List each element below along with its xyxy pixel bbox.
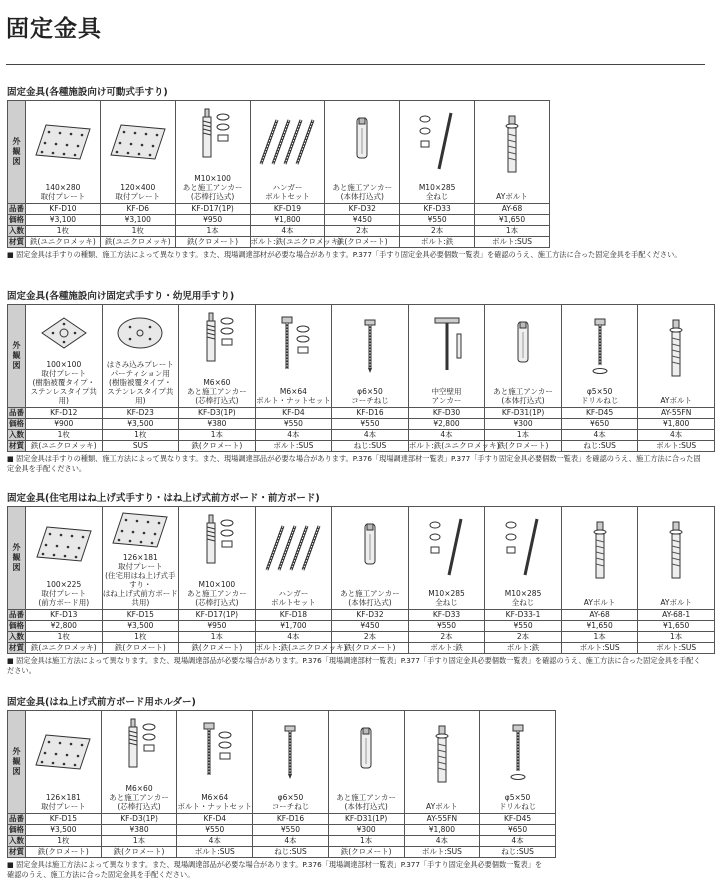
cell-code: KF-D18	[255, 610, 332, 621]
cell-code: KF-D31(1P)	[485, 408, 562, 419]
cell-qty: 1枚	[26, 836, 102, 847]
cell-mat: 鉄(クロメート)	[328, 847, 404, 858]
row-label-irisu: 入数	[9, 632, 24, 641]
cell-code: KF-D30	[408, 408, 485, 419]
product-cell	[561, 305, 638, 408]
product-cell	[26, 711, 102, 814]
cell-price: ¥900	[26, 419, 103, 430]
cell-price: ¥1,650	[475, 215, 550, 226]
row-label-zaishitsu: 材質	[9, 643, 24, 652]
anchor-icon	[102, 711, 177, 784]
aybolt-icon	[405, 711, 480, 802]
row-label-gaikan: 外 観 図	[8, 305, 26, 408]
cell-mat: 鉄(ユニクロメッキ)	[26, 237, 101, 248]
product-name: 140×280 取付プレート	[40, 183, 86, 201]
row-label-hinban: 品番	[9, 814, 24, 823]
cell-price: ¥1,650	[638, 621, 715, 632]
cell-price: ¥380	[179, 419, 256, 430]
cell-price: ¥550	[253, 825, 329, 836]
cell-code: KF-D33	[400, 204, 475, 215]
longscrew-icon	[400, 101, 474, 183]
cell-qty: 4本	[638, 430, 715, 441]
product-name: あと施工アンカー (本体打込式)	[340, 589, 400, 607]
cell-code: KF-D23	[102, 408, 179, 419]
cell-qty: 2本	[332, 632, 409, 643]
longscrew-icon	[485, 507, 561, 589]
cell-mat: 鉄(クロメート)	[175, 237, 250, 248]
product-cell	[480, 711, 556, 814]
cell-mat: 鉄(クロメート)	[325, 237, 400, 248]
cell-mat: 鉄(クロメート)	[332, 643, 409, 654]
cell-qty: 2本	[400, 226, 475, 237]
sleeve-icon	[332, 507, 408, 589]
row-label-zaishitsu: 材質	[9, 237, 24, 246]
cell-price: ¥450	[325, 215, 400, 226]
aybolt-icon	[638, 305, 714, 396]
section-4	[7, 696, 547, 879]
cell-mat: ねじ:SUS	[480, 847, 556, 858]
cell-code: KF-D13	[26, 610, 103, 621]
cell-price: ¥1,800	[404, 825, 480, 836]
cell-qty: 4本	[250, 226, 325, 237]
cell-mat: ボルト:SUS	[561, 643, 638, 654]
product-name: φ5×50 ドリルねじ	[580, 387, 619, 405]
disc-icon	[103, 305, 179, 360]
sleeve-icon	[325, 101, 399, 183]
cell-code: KF-D4	[255, 408, 332, 419]
product-cell	[26, 305, 103, 408]
product-name: はさみ込みプレート パーティション用 (樹脂被覆タイプ・ ステンレスタイプ共用)	[106, 360, 174, 405]
cell-qty: 4本	[255, 632, 332, 643]
section-title: 固定金具(各種施設向け可動式手すり)	[7, 87, 168, 98]
product-cell	[175, 101, 250, 204]
cell-qty: 4本	[332, 430, 409, 441]
product-cell	[101, 711, 177, 814]
hanger-icon	[256, 507, 332, 589]
product-name: AYボルト	[426, 802, 458, 811]
anchor-icon	[179, 305, 255, 378]
aybolt-icon	[475, 101, 549, 192]
cell-qty: 1枚	[100, 226, 175, 237]
product-name: AYボルト	[660, 396, 692, 405]
cell-mat: ボルト:SUS	[638, 441, 715, 452]
cell-code: AY-55FN	[638, 408, 715, 419]
cell-price: ¥3,500	[26, 825, 102, 836]
cell-price: ¥1,650	[561, 621, 638, 632]
cell-price: ¥550	[400, 215, 475, 226]
cell-qty: 1本	[179, 430, 256, 441]
cell-mat: ボルト:鉄(ユニクロメッキ)	[255, 643, 347, 652]
plate-icon	[26, 711, 101, 793]
section-note: ■ 固定金具は施工方法によって異なります。また、現場調達部品が必要な場合があります。P.376「現場調達部材一覧表」P.377「手すり固定金具必要個数一覧表」を確認のうえ、施工方法に合った固定金具を手配ください。	[7, 656, 701, 675]
anchor-icon	[176, 101, 250, 174]
product-cell	[485, 507, 562, 610]
cell-code: KF-D32	[325, 204, 400, 215]
cell-price: ¥2,800	[26, 621, 103, 632]
section-title: 固定金具(住宅用はね上げ式手すり・はね上げ式前方ボード・前方ボード)	[7, 493, 320, 504]
cell-qty: 1本	[561, 632, 638, 643]
section-title: 固定金具(はね上げ式前方ボード用ホルダー)	[7, 697, 196, 708]
cell-mat: ねじ:SUS	[561, 441, 638, 452]
cell-code: KF-D32	[332, 610, 409, 621]
cell-price: ¥380	[101, 825, 177, 836]
product-name: M6×64 ボルト・ナットセット	[177, 793, 253, 811]
row-label-zaishitsu: 材質	[9, 847, 24, 856]
plate-icon	[26, 507, 102, 580]
cell-qty: 2本	[408, 632, 485, 643]
hanger-icon	[251, 101, 325, 183]
spec-table	[7, 710, 556, 858]
product-name: M6×60 あと施工アンカー (芯棒打込式)	[109, 784, 169, 811]
product-cell	[325, 101, 400, 204]
row-label-irisu: 入数	[9, 226, 24, 235]
row-label-kakaku: 価格	[9, 825, 24, 834]
row-label-gaikan: 外 観 図	[8, 711, 26, 814]
cell-qty: 1枚	[102, 632, 179, 643]
drill-icon	[480, 711, 555, 793]
cell-mat: 鉄(クロメート)	[179, 643, 256, 654]
cell-price: ¥650	[561, 419, 638, 430]
row-label-kakaku: 価格	[9, 215, 24, 224]
product-cell	[253, 711, 329, 814]
product-cell	[102, 507, 179, 610]
row-label-irisu: 入数	[9, 836, 24, 845]
bolt-icon	[177, 711, 252, 793]
product-name: AYボルト	[583, 598, 616, 607]
product-cell	[408, 305, 485, 408]
row-label-gaikan: 外 観 図	[8, 101, 26, 204]
section-1	[7, 86, 682, 260]
cell-qty: 1本	[638, 632, 715, 643]
cell-mat: 鉄(クロメート)	[26, 847, 102, 858]
product-name: ハンガー ボルトセット	[271, 589, 316, 607]
cell-price: ¥300	[328, 825, 404, 836]
product-name: M10×285 全ねじ	[504, 589, 542, 607]
product-name: M6×60 あと施工アンカー (芯棒打込式)	[187, 378, 247, 405]
cell-mat: 鉄(クロメート)	[101, 847, 177, 858]
cell-code: KF-D3(1P)	[101, 814, 177, 825]
product-cell	[100, 101, 175, 204]
product-cell	[179, 305, 256, 408]
cell-mat: ボルト:鉄	[408, 643, 485, 654]
plate-icon	[26, 101, 100, 183]
aybolt-icon	[638, 507, 714, 598]
cell-qty: 1本	[485, 430, 562, 441]
section-note: ■ 固定金具は施工方法によって異なります。また、現場調達部品が必要な場合があります。P.376「現場調達部材一覧表」P.377「手すり固定金具必要個数一覧表」を確認のうえ、施工方法に合った固定金具を手配ください。	[7, 860, 543, 879]
row-label-zaishitsu: 材質	[9, 441, 24, 450]
cell-qty: 4本	[561, 430, 638, 441]
cell-code: KF-D10	[26, 204, 101, 215]
title-divider	[6, 64, 705, 65]
cell-mat: ボルト:SUS	[255, 441, 332, 452]
spec-table	[7, 506, 715, 654]
product-cell	[408, 507, 485, 610]
product-cell	[255, 507, 332, 610]
product-name: 120×400 取付プレート	[115, 183, 161, 201]
drill-icon	[562, 305, 638, 387]
cell-mat: ボルト:SUS	[177, 847, 253, 858]
aybolt-icon	[562, 507, 638, 598]
cell-price: ¥1,800	[638, 419, 715, 430]
cell-code: KF-D12	[26, 408, 103, 419]
cell-code: KF-D33	[408, 610, 485, 621]
section-3	[7, 492, 704, 675]
sleeve-icon	[329, 711, 404, 793]
cell-price: ¥300	[485, 419, 562, 430]
toggle-icon	[409, 305, 485, 387]
cell-code: KF-D15	[102, 610, 179, 621]
cell-price: ¥3,500	[102, 419, 179, 430]
section-2	[7, 290, 704, 473]
cell-price: ¥1,700	[255, 621, 332, 632]
cell-mat: 鉄(ユニクロメッキ)	[26, 643, 103, 654]
cell-code: KF-D16	[253, 814, 329, 825]
cell-code: AY-68	[561, 610, 638, 621]
product-cell	[179, 507, 256, 610]
cell-price: ¥550	[177, 825, 253, 836]
cell-qty: 4本	[253, 836, 329, 847]
spec-table	[7, 100, 550, 248]
row-label-kakaku: 価格	[9, 621, 24, 630]
section-title: 固定金具(各種施設向け固定式手すり・幼児用手すり)	[7, 291, 235, 302]
product-cell	[250, 101, 325, 204]
cell-code: KF-D31(1P)	[328, 814, 404, 825]
product-name: M6×64 ボルト・ナットセット	[256, 387, 331, 405]
square4-icon	[26, 305, 102, 360]
coach-icon	[332, 305, 408, 387]
cell-qty: 1本	[175, 226, 250, 237]
row-label-hinban: 品番	[9, 204, 24, 213]
plate-icon	[103, 507, 179, 553]
product-name: あと施工アンカー (本体打込式)	[332, 183, 393, 201]
row-label-irisu: 入数	[9, 430, 24, 439]
cell-mat: 鉄(ユニクロメッキ)	[26, 441, 103, 452]
cell-mat: 鉄(ユニクロメッキ)	[100, 237, 175, 248]
cell-code: KF-D16	[332, 408, 409, 419]
cell-qty: 1本	[475, 226, 550, 237]
product-name: φ6×50 コーチねじ	[351, 387, 389, 405]
cell-price: ¥650	[480, 825, 556, 836]
cell-qty: 2本	[325, 226, 400, 237]
cell-price: ¥2,800	[408, 419, 485, 430]
cell-code: AY-55FN	[404, 814, 480, 825]
cell-code: AY-68-1	[638, 610, 715, 621]
cell-mat: ボルト:鉄(ユニクロメッキ)	[250, 237, 342, 246]
product-name: あと施工アンカー (本体打込式)	[336, 793, 397, 811]
product-cell	[485, 305, 562, 408]
cell-mat: ボルト:鉄	[485, 643, 562, 654]
cell-qty: 1枚	[26, 430, 103, 441]
product-name: M10×100 あと施工アンカー (芯棒打込式)	[182, 174, 243, 201]
cell-qty: 1本	[179, 632, 256, 643]
product-name: AYボルト	[496, 192, 528, 201]
product-cell	[404, 711, 480, 814]
product-cell	[400, 101, 475, 204]
product-cell	[255, 305, 332, 408]
cell-price: ¥950	[175, 215, 250, 226]
cell-mat: ボルト:鉄	[400, 237, 475, 248]
cell-code: KF-D15	[26, 814, 102, 825]
plate-icon	[101, 101, 175, 183]
coach-icon	[253, 711, 328, 793]
cell-qty: 1枚	[102, 430, 179, 441]
cell-code: KF-D33-1	[485, 610, 562, 621]
product-cell	[177, 711, 253, 814]
product-name: 100×225 取付プレート (前方ボード用)	[38, 580, 90, 607]
cell-price: ¥3,500	[102, 621, 179, 632]
cell-mat: ボルト:SUS	[404, 847, 480, 858]
cell-qty: 2本	[485, 632, 562, 643]
cell-price: ¥550	[408, 621, 485, 632]
product-cell	[475, 101, 550, 204]
cell-code: KF-D45	[480, 814, 556, 825]
cell-qty: 1枚	[26, 226, 101, 237]
product-cell	[638, 305, 715, 408]
sleeve-icon	[485, 305, 561, 387]
product-cell	[332, 305, 409, 408]
cell-qty: 1枚	[26, 632, 103, 643]
cell-mat: ボルト:鉄(ユニクロメッキ)	[408, 441, 500, 450]
cell-code: KF-D3(1P)	[179, 408, 256, 419]
product-name: あと施工アンカー (本体打込式)	[493, 387, 553, 405]
product-cell	[638, 507, 715, 610]
cell-code: KF-D4	[177, 814, 253, 825]
cell-code: AY-68	[475, 204, 550, 215]
cell-price: ¥3,100	[100, 215, 175, 226]
cell-code: KF-D6	[100, 204, 175, 215]
bolt-icon	[256, 305, 332, 387]
cell-price: ¥450	[332, 621, 409, 632]
product-name: 126×181 取付プレート (住宅用はね上げ式手すり・ はね上げ式前方ボード共用)	[102, 553, 178, 607]
cell-mat: 鉄(クロメート)	[179, 441, 256, 452]
cell-mat: ねじ:SUS	[332, 441, 409, 452]
section-note: ■ 固定金具は手すりの種類、施工方法によって異なります。また、現場調達部品が必要な場合があります。P.376「現場調達部材一覧表」P.377「手すり固定金具必要個数一覧表」を確認のうえ、施工方法に合った固定金具を手配ください。	[7, 454, 701, 473]
section-note: ■ 固定金具は手すりの種類、施工方法によって異なります。また、現場調達部材が必要な場合があります。P.377「手すり固定金具必要個数一覧表」を確認のうえ、施工方法に合った固定金具を手配ください。	[7, 250, 682, 259]
product-name: 126×181 取付プレート	[41, 793, 86, 811]
product-cell	[328, 711, 404, 814]
product-cell	[26, 101, 101, 204]
cell-price: ¥950	[179, 621, 256, 632]
row-label-kakaku: 価格	[9, 419, 24, 428]
cell-code: KF-D17(1P)	[179, 610, 256, 621]
product-name: M10×100 あと施工アンカー (芯棒打込式)	[187, 580, 247, 607]
cell-qty: 4本	[255, 430, 332, 441]
product-name: 中空壁用 アンカー	[431, 387, 462, 405]
product-name: φ5×50 ドリルねじ	[498, 793, 537, 811]
cell-mat: 鉄(クロメート)	[102, 643, 179, 654]
cell-mat: SUS	[102, 441, 179, 452]
row-label-hinban: 品番	[9, 408, 24, 417]
product-cell	[561, 507, 638, 610]
cell-qty: 4本	[177, 836, 253, 847]
cell-code: KF-D19	[250, 204, 325, 215]
product-name: 100×100 取付プレート (樹脂被覆タイプ・ ステンレスタイプ共用)	[30, 360, 97, 405]
product-cell	[332, 507, 409, 610]
product-name: M10×285 全ねじ	[418, 183, 456, 201]
longscrew-icon	[409, 507, 485, 589]
cell-code: KF-D45	[561, 408, 638, 419]
cell-price: ¥550	[332, 419, 409, 430]
product-name: AYボルト	[660, 598, 692, 607]
product-name: ハンガー ボルトセット	[265, 183, 310, 201]
row-label-hinban: 品番	[9, 610, 24, 619]
page-title: 固定金具	[6, 16, 102, 42]
cell-qty: 4本	[404, 836, 480, 847]
cell-qty: 1本	[328, 836, 404, 847]
product-name: M10×285 全ねじ	[428, 589, 465, 607]
cell-mat: 鉄(クロメート)	[485, 441, 562, 452]
cell-price: ¥550	[485, 621, 562, 632]
spec-table	[7, 304, 715, 452]
cell-qty: 4本	[408, 430, 485, 441]
cell-mat: ねじ:SUS	[253, 847, 329, 858]
cell-price: ¥1,800	[250, 215, 325, 226]
cell-mat: ボルト:SUS	[475, 237, 550, 248]
product-cell	[102, 305, 179, 408]
product-name: φ6×50 コーチねじ	[271, 793, 310, 811]
anchor-icon	[179, 507, 255, 580]
cell-mat: ボルト:SUS	[638, 643, 715, 654]
cell-qty: 1本	[101, 836, 177, 847]
cell-price: ¥3,100	[26, 215, 101, 226]
cell-qty: 4本	[480, 836, 556, 847]
product-cell	[26, 507, 103, 610]
cell-price: ¥550	[255, 419, 332, 430]
cell-code: KF-D17(1P)	[175, 204, 250, 215]
row-label-gaikan: 外 観 図	[8, 507, 26, 610]
